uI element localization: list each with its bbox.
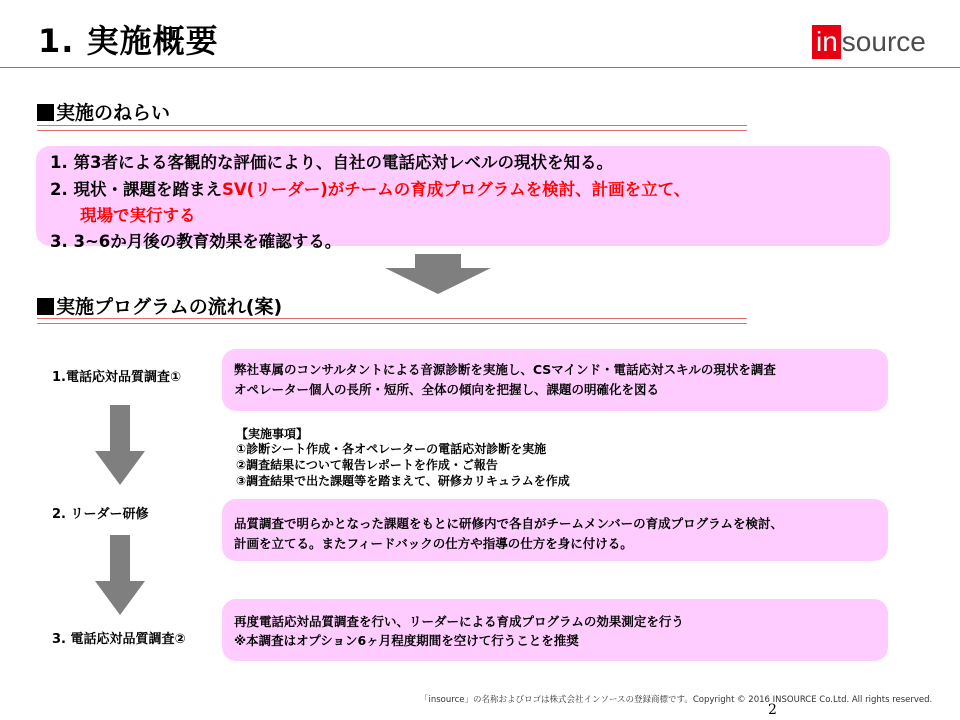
section-underline (37, 125, 747, 131)
step-2-line-2: 計画を立てる。またフィードバックの仕方や指導の仕方を身に付ける。 (234, 536, 633, 551)
step-3-line-2: ※本調査はオプション6ヶ月程度期間を空けて行うことを推奨 (234, 633, 579, 648)
down-arrow-icon (95, 405, 145, 485)
aim-item-2: 2. 現状・課題を踏まえSV(リーダー)がチームの育成プログラムを検討、計画を立て、 (50, 180, 691, 199)
implementation-item: ③調査結果で出た課題等を踏まえて、研修カリキュラムを作成 (236, 474, 570, 488)
aim-item-2-cont: 現場で実行する (80, 206, 196, 225)
implementation-heading: 【実施事項】 (236, 427, 309, 441)
page-number: 2 (768, 702, 777, 718)
aim-item-1: 1. 第3者による客観的な評価により、自社の電話応対レベルの現状を知る。 (50, 153, 613, 172)
step-1-line-2: オペレーター個人の長所・短所、全体の傾向を把握し、課題の明確化を図る (234, 382, 660, 397)
down-arrow-icon (385, 254, 491, 294)
step-3-label: 3. 電話応対品質調査② (52, 632, 186, 647)
implementation-item: ①診断シート作成・各オペレーターの電話応対診断を実施 (236, 442, 547, 456)
square-bullet-icon (37, 298, 54, 315)
title-divider (0, 67, 960, 68)
logo-boxed-text: in (812, 25, 841, 59)
section-heading-aim: 実施のねらい (37, 98, 170, 125)
down-arrow-icon (95, 535, 145, 615)
insource-logo (812, 25, 926, 59)
square-bullet-icon (37, 104, 54, 121)
section-underline (37, 318, 747, 324)
step-2-label: 2. リーダー研修 (52, 507, 149, 522)
aim-item-3: 3. 3~6か月後の教育効果を確認する。 (50, 232, 342, 251)
step-2-line-1: 品質調査で明らかとなった課題をもとに研修内で各自がチームメンバーの育成プログラムを検討、 (234, 516, 784, 531)
logo-rest-text: source (841, 26, 926, 57)
step-1-line-1: 弊社専属のコンサルタントによる音源診断を実施し、CSマインド・電話応対スキルの現状を調査 (234, 362, 776, 377)
implementation-item: ②調査結果について報告レポートを作成・ご報告 (236, 458, 498, 472)
copyright-footer: 「insource」の名称およびロゴは株式会社インソースの登録商標です。Copyright © 2016 INSOURCE Co.Ltd. All rights reserved. (420, 695, 933, 705)
step-1-label: 1.電話応対品質調査① (52, 370, 181, 385)
step-3-line-1: 再度電話応対品質調査を行い、リーダーによる育成プログラムの効果測定を行う (234, 614, 684, 629)
section-heading-flow: 実施プログラムの流れ(案) (37, 292, 282, 319)
slide-title: 1. 実施概要 (38, 22, 219, 60)
